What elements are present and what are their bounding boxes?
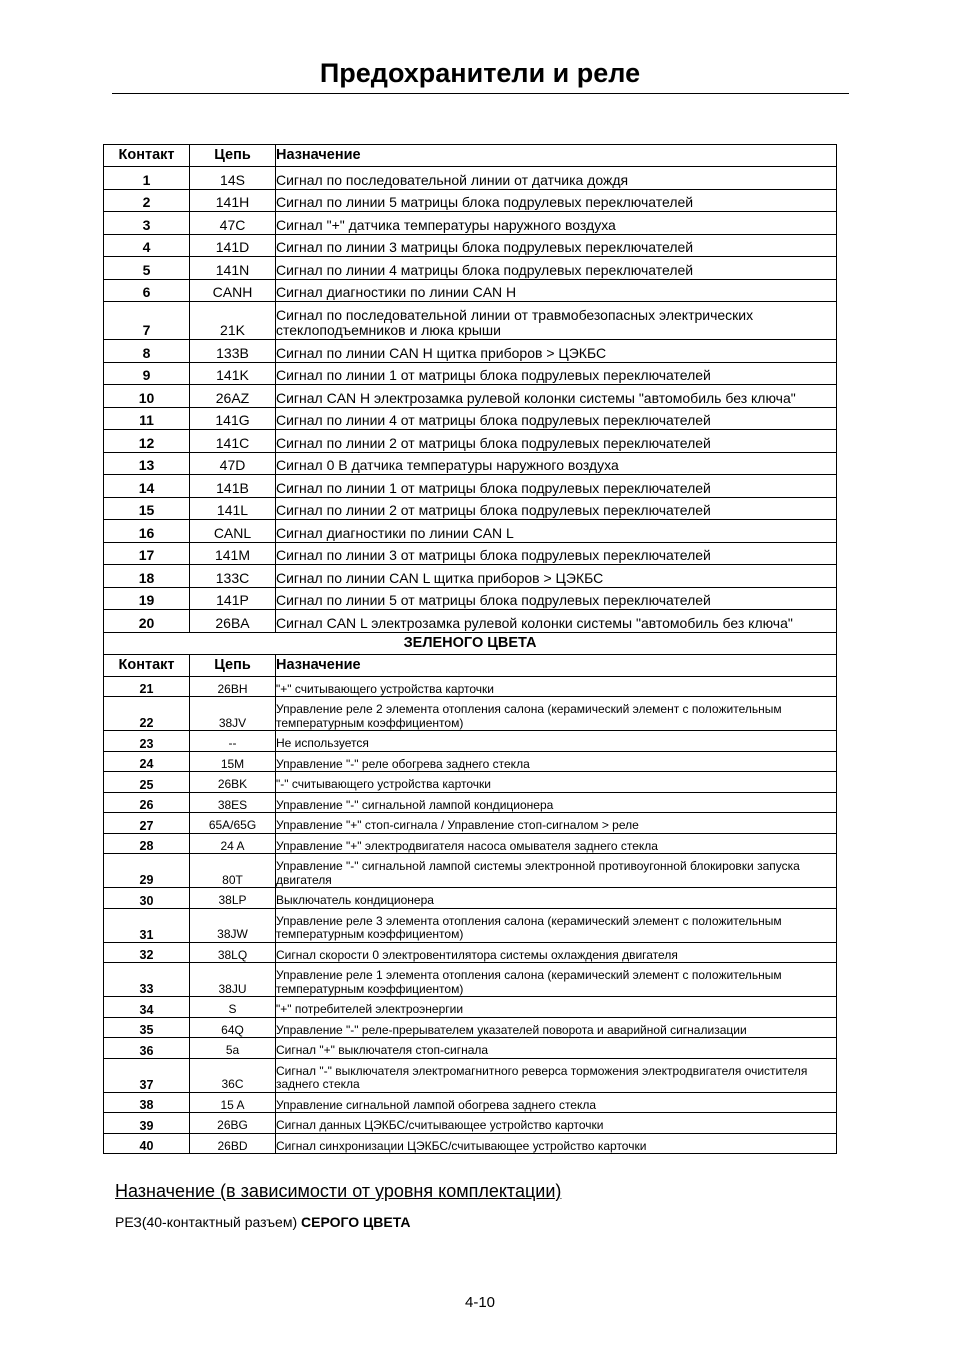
- table-row: [104, 189, 837, 212]
- table-row: [104, 542, 837, 565]
- pin-number: 25: [104, 772, 190, 793]
- pin-number: 22: [104, 697, 190, 731]
- table-row: [104, 792, 837, 813]
- table-row: [104, 520, 837, 543]
- pin-description: Не используется: [276, 731, 837, 752]
- pin-number: 20: [104, 610, 190, 633]
- pin-number: 5: [104, 257, 190, 280]
- circuit-code: 141P: [190, 587, 276, 610]
- table-row: [104, 854, 837, 888]
- pin-description: Сигнал CAN L электрозамка рулевой колонки системы "автомобиль без ключа": [276, 610, 837, 633]
- pin-number: 2: [104, 189, 190, 212]
- pin-number: 30: [104, 888, 190, 909]
- pin-description: Сигнал по линии 5 от матрицы блока подрулевых переключателей: [276, 587, 837, 610]
- pin-number: 29: [104, 854, 190, 888]
- pin-description: Управление "-" реле-прерывателем указателей поворота и аварийной сигнализации: [276, 1017, 837, 1038]
- circuit-code: 65A/65G: [190, 813, 276, 834]
- pin-number: 4: [104, 234, 190, 257]
- pin-number: 3: [104, 212, 190, 235]
- connector-color: СЕРОГО ЦВЕТА: [301, 1214, 411, 1230]
- pin-number: 28: [104, 833, 190, 854]
- circuit-code: CANH: [190, 279, 276, 302]
- pin-number: 33: [104, 963, 190, 997]
- table-row: [104, 833, 837, 854]
- circuit-code: 141D: [190, 234, 276, 257]
- section-row: [104, 632, 837, 654]
- pin-description: "+" потребителей электроэнергии: [276, 997, 837, 1018]
- connector-note-text: РЕЗ(40-контактный разъем): [115, 1214, 298, 1230]
- pin-description: Управление "-" сигнальной лампой системы электронной противоугонной блокировки запуска двигателя: [276, 854, 837, 888]
- table-row: [104, 1038, 837, 1059]
- circuit-code: 141L: [190, 497, 276, 520]
- table-row: [104, 385, 837, 408]
- table-row: [104, 475, 837, 498]
- circuit-code: 21K: [190, 302, 276, 340]
- pin-description: Управление "+" электродвигателя насоса омывателя заднего стекла: [276, 833, 837, 854]
- circuit-code: 64Q: [190, 1017, 276, 1038]
- table-row: [104, 1058, 837, 1092]
- header-purpose: Назначение: [276, 654, 837, 676]
- pin-description: Управление реле 1 элемента отопления салона (керамический элемент с положительным температурным коэффициентом): [276, 963, 837, 997]
- pin-number: 7: [104, 302, 190, 340]
- table-row: [104, 565, 837, 588]
- pin-number: 9: [104, 362, 190, 385]
- circuit-code: 141C: [190, 430, 276, 453]
- circuit-code: 26AZ: [190, 385, 276, 408]
- pin-number: 8: [104, 340, 190, 363]
- pin-number: 13: [104, 452, 190, 475]
- table-row: [104, 362, 837, 385]
- pin-description: Управление "-" сигнальной лампой кондиционера: [276, 792, 837, 813]
- connector-pinout-table: [103, 144, 837, 1154]
- pin-number: 14: [104, 475, 190, 498]
- circuit-code: 47D: [190, 452, 276, 475]
- pin-description: Сигнал по линии 2 от матрицы блока подрулевых переключателей: [276, 497, 837, 520]
- pin-description: Сигнал "+" выключателя стоп-сигнала: [276, 1038, 837, 1059]
- pin-description: Управление сигнальной лампой обогрева заднего стекла: [276, 1092, 837, 1113]
- pin-number: 11: [104, 407, 190, 430]
- page-title: Предохранители и реле: [319, 58, 641, 88]
- table-row: [104, 813, 837, 834]
- table-row: [104, 452, 837, 475]
- circuit-code: 141B: [190, 475, 276, 498]
- circuit-code: 141N: [190, 257, 276, 280]
- equipment-note-heading: Назначение (в зависимости от уровня комплектации): [115, 1181, 562, 1201]
- pin-description: Сигнал диагностики по линии CAN L: [276, 520, 837, 543]
- pin-description: Сигнал скорости 0 электровентилятора системы охлаждения двигателя: [276, 942, 837, 963]
- pin-number: 27: [104, 813, 190, 834]
- table-row: [104, 234, 837, 257]
- circuit-code: 26BK: [190, 772, 276, 793]
- circuit-code: 36C: [190, 1058, 276, 1092]
- pin-number: 17: [104, 542, 190, 565]
- pin-description: Сигнал 0 В датчика температуры наружного воздуха: [276, 452, 837, 475]
- table-row: [104, 888, 837, 909]
- header-circuit: Цепь: [190, 145, 276, 167]
- table-row: [104, 908, 837, 942]
- pin-description: Сигнал по линии 1 от матрицы блока подрулевых переключателей: [276, 475, 837, 498]
- table-row: [104, 497, 837, 520]
- pin-number: 35: [104, 1017, 190, 1038]
- circuit-code: 80T: [190, 854, 276, 888]
- circuit-code: 26BA: [190, 610, 276, 633]
- circuit-code: 14S: [190, 167, 276, 190]
- pin-description: Сигнал по последовательной линии от травмобезопасных электрических стеклоподъемников и люка крыши: [276, 302, 837, 340]
- table-row: [104, 279, 837, 302]
- table-row: [104, 587, 837, 610]
- circuit-code: 133B: [190, 340, 276, 363]
- table-row: [104, 772, 837, 793]
- pin-description: Сигнал по линии 4 от матрицы блока подрулевых переключателей: [276, 407, 837, 430]
- pin-number: 36: [104, 1038, 190, 1059]
- circuit-code: S: [190, 997, 276, 1018]
- table-row: [104, 963, 837, 997]
- table-header-row: [104, 145, 837, 167]
- pin-description: Сигнал данных ЦЭКБС/считывающее устройство карточки: [276, 1113, 837, 1134]
- pin-number: 40: [104, 1133, 190, 1154]
- header-purpose: Назначение: [276, 145, 837, 167]
- circuit-code: 141G: [190, 407, 276, 430]
- table-row: [104, 167, 837, 190]
- pin-description: Сигнал CAN H электрозамка рулевой колонки системы "автомобиль без ключа": [276, 385, 837, 408]
- table-row: [104, 697, 837, 731]
- pin-number: 24: [104, 751, 190, 772]
- table-row: [104, 430, 837, 453]
- pin-description: "-" считывающего устройства карточки: [276, 772, 837, 793]
- pin-number: 12: [104, 430, 190, 453]
- circuit-code: 38JW: [190, 908, 276, 942]
- pin-description: Сигнал по линии 3 матрицы блока подрулевых переключателей: [276, 234, 837, 257]
- pin-description: Сигнал по линии 5 матрицы блока подрулевых переключателей: [276, 189, 837, 212]
- circuit-code: 38LP: [190, 888, 276, 909]
- table-row: [104, 212, 837, 235]
- circuit-code: 47C: [190, 212, 276, 235]
- pin-description: Сигнал диагностики по линии CAN H: [276, 279, 837, 302]
- table-row: [104, 676, 837, 697]
- table-row: [104, 731, 837, 752]
- circuit-code: 26BD: [190, 1133, 276, 1154]
- pin-description: Управление реле 3 элемента отопления салона (керамический элемент с положительным температурным коэффициентом): [276, 908, 837, 942]
- pin-number: 32: [104, 942, 190, 963]
- pin-description: Сигнал по линии 3 от матрицы блока подрулевых переключателей: [276, 542, 837, 565]
- pin-number: 18: [104, 565, 190, 588]
- table-row: [104, 751, 837, 772]
- pin-description: Сигнал по линии 1 от матрицы блока подрулевых переключателей: [276, 362, 837, 385]
- circuit-code: 38JU: [190, 963, 276, 997]
- table-row: [104, 1113, 837, 1134]
- pin-number: 31: [104, 908, 190, 942]
- circuit-code: 38LQ: [190, 942, 276, 963]
- pin-description: Выключатель кондиционера: [276, 888, 837, 909]
- table-row: [104, 407, 837, 430]
- connector-note: [115, 1214, 410, 1230]
- pin-number: 15: [104, 497, 190, 520]
- section-label: ЗЕЛЕНОГО ЦВЕТА: [104, 632, 837, 654]
- circuit-code: 5a: [190, 1038, 276, 1059]
- pin-number: 19: [104, 587, 190, 610]
- pin-number: 1: [104, 167, 190, 190]
- circuit-code: 15 A: [190, 1092, 276, 1113]
- circuit-code: --: [190, 731, 276, 752]
- table-row: [104, 1133, 837, 1154]
- pin-number: 37: [104, 1058, 190, 1092]
- pin-description: Управление "-" реле обогрева заднего стекла: [276, 751, 837, 772]
- table-row: [104, 942, 837, 963]
- circuit-code: CANL: [190, 520, 276, 543]
- table-row: [104, 257, 837, 280]
- pin-number: 21: [104, 676, 190, 697]
- pin-number: 23: [104, 731, 190, 752]
- circuit-code: 133C: [190, 565, 276, 588]
- pin-number: 6: [104, 279, 190, 302]
- table-row: [104, 340, 837, 363]
- pin-number: 39: [104, 1113, 190, 1134]
- header-pin: Контакт: [104, 145, 190, 167]
- pin-number: 34: [104, 997, 190, 1018]
- pin-number: 38: [104, 1092, 190, 1113]
- pin-description: Сигнал по линии 4 матрицы блока подрулевых переключателей: [276, 257, 837, 280]
- table-row: [104, 1017, 837, 1038]
- pin-description: "+" считывающего устройства карточки: [276, 676, 837, 697]
- header-pin: Контакт: [104, 654, 190, 676]
- table-row: [104, 610, 837, 633]
- circuit-code: 141M: [190, 542, 276, 565]
- circuit-code: 38JV: [190, 697, 276, 731]
- circuit-code: 15M: [190, 751, 276, 772]
- pin-description: Управление "+" стоп-сигнала / Управление стоп-сигналом > реле: [276, 813, 837, 834]
- table-row: [104, 997, 837, 1018]
- pin-number: 26: [104, 792, 190, 813]
- circuit-code: 141H: [190, 189, 276, 212]
- title-underline: [112, 93, 849, 94]
- circuit-code: 26BH: [190, 676, 276, 697]
- pin-description: Сигнал "+" датчика температуры наружного воздуха: [276, 212, 837, 235]
- pin-description: Сигнал "-" выключателя электромагнитного реверса торможения электродвигателя очистителя заднего стекла: [276, 1058, 837, 1092]
- pin-description: Сигнал по последовательной линии от датчика дождя: [276, 167, 837, 190]
- circuit-code: 24 A: [190, 833, 276, 854]
- pin-description: Сигнал по линии 2 от матрицы блока подрулевых переключателей: [276, 430, 837, 453]
- table-row: [104, 302, 837, 340]
- page-number: 4-10: [464, 1294, 496, 1311]
- pin-description: Сигнал по линии CAN L щитка приборов > ЦЭКБС: [276, 565, 837, 588]
- circuit-code: 38ES: [190, 792, 276, 813]
- pin-number: 16: [104, 520, 190, 543]
- circuit-code: 26BG: [190, 1113, 276, 1134]
- circuit-code: 141K: [190, 362, 276, 385]
- header-circuit: Цепь: [190, 654, 276, 676]
- pin-description: Управление реле 2 элемента отопления салона (керамический элемент с положительным температурным коэффициентом): [276, 697, 837, 731]
- pin-description: Сигнал по линии CAN H щитка приборов > ЦЭКБС: [276, 340, 837, 363]
- table-header-row: [104, 654, 837, 676]
- pin-number: 10: [104, 385, 190, 408]
- pin-description: Сигнал синхронизации ЦЭКБС/считывающее устройство карточки: [276, 1133, 837, 1154]
- table-row: [104, 1092, 837, 1113]
